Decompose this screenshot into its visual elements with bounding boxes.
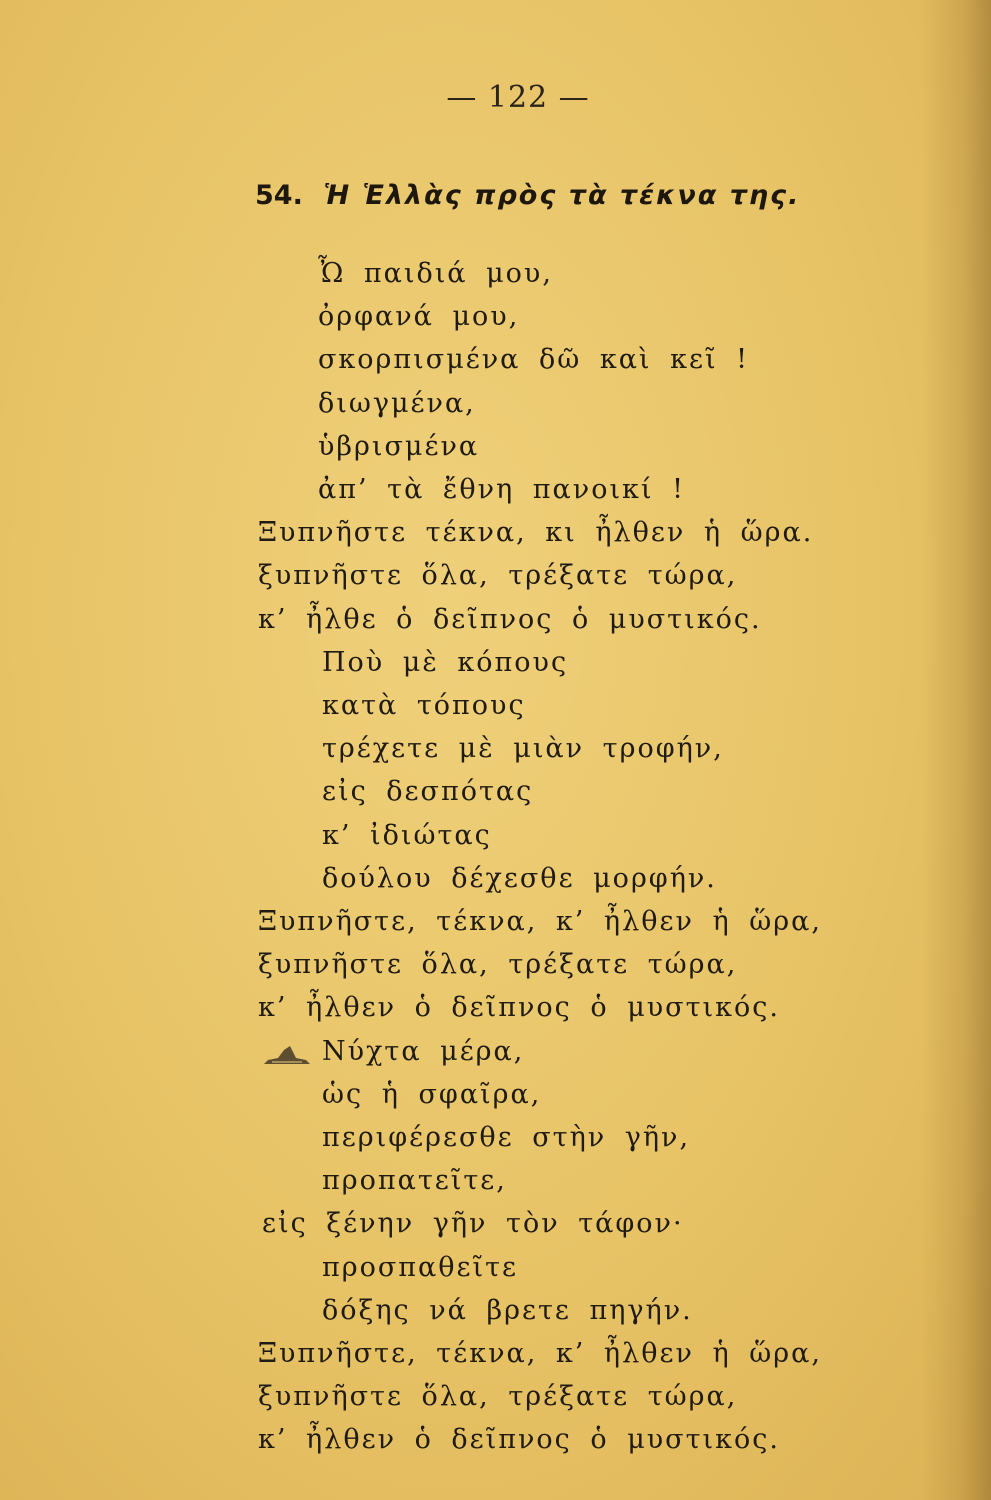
poem-line: δόξης νά βρετε πηγήν. xyxy=(322,1295,693,1326)
poem-line: προσπαθεῖτε xyxy=(322,1252,519,1283)
poem-line: εἰς ξένην γῆν τὸν τάφον· xyxy=(262,1208,684,1239)
poem-line: εἰς δεσπότας xyxy=(322,776,534,807)
poem-line: ὡς ἡ σφαῖρα, xyxy=(322,1079,542,1110)
poem-line: κ’ ἰδιώτας xyxy=(322,820,492,851)
poem-line: περιφέρεσθε στὴν γῆν, xyxy=(322,1122,691,1153)
poem-line: προπατεῖτε, xyxy=(322,1165,507,1196)
poem-line: τρέχετε μὲ μιὰν τροφήν, xyxy=(322,733,724,764)
poem-line: ξυπνῆστε ὅλα, τρέξατε τώρα, xyxy=(258,560,738,591)
poem-line: Ὦ παιδιά μου, xyxy=(318,258,553,289)
poem-line: Ξυπνῆστε τέκνα, κι ἦλθεν ἡ ὥρα. xyxy=(258,517,814,548)
poem-title: Ἡ Ἑλλὰς πρὸς τὰ τέκνα της. xyxy=(323,180,801,211)
poem-line: διωγμένα, xyxy=(318,388,476,419)
poem-line: ξυπνῆστε ὅλα, τρέξατε τώρα, xyxy=(258,1381,738,1412)
poem-line: Νύχτα μέρα, xyxy=(322,1036,525,1067)
poem-line: κ’ ἦλθεν ὁ δεῖπνος ὁ μυστικός. xyxy=(258,1424,780,1455)
poem-line: Ποὺ μὲ κόπους xyxy=(322,647,569,678)
poem-line: ξυπνῆστε ὅλα, τρέξατε τώρα, xyxy=(258,949,738,980)
page-edge-shadow xyxy=(921,0,991,1500)
ornament-icon xyxy=(262,1040,312,1066)
poem-line: κατὰ τόπους xyxy=(322,690,526,721)
poem-line: κ’ ἦλθεν ὁ δεῖπνος ὁ μυστικός. xyxy=(258,992,780,1023)
poem-number: 54. xyxy=(255,180,303,211)
poem-heading xyxy=(255,180,800,211)
page-number: — 122 — xyxy=(446,80,590,115)
poem-line: δούλου δέχεσθε μορφήν. xyxy=(322,863,717,894)
poem-line: Ξυπνῆστε, τέκνα, κ’ ἦλθεν ἡ ὥρα, xyxy=(258,1338,822,1369)
poem-line: σκορπισμένα δῶ καὶ κεῖ ! xyxy=(318,344,749,375)
poem-line: Ξυπνῆστε, τέκνα, κ’ ἦλθεν ἡ ὥρα, xyxy=(258,906,822,937)
poem-line: κ’ ἦλθε ὁ δεῖπνος ὁ μυστικός. xyxy=(258,604,762,635)
poem-line: ἀπ’ τὰ ἔθνη πανοικί ! xyxy=(318,474,685,505)
poem-line: ὀρφανά μου, xyxy=(318,301,520,332)
poem-line: ὑβρισμένα xyxy=(318,431,480,462)
